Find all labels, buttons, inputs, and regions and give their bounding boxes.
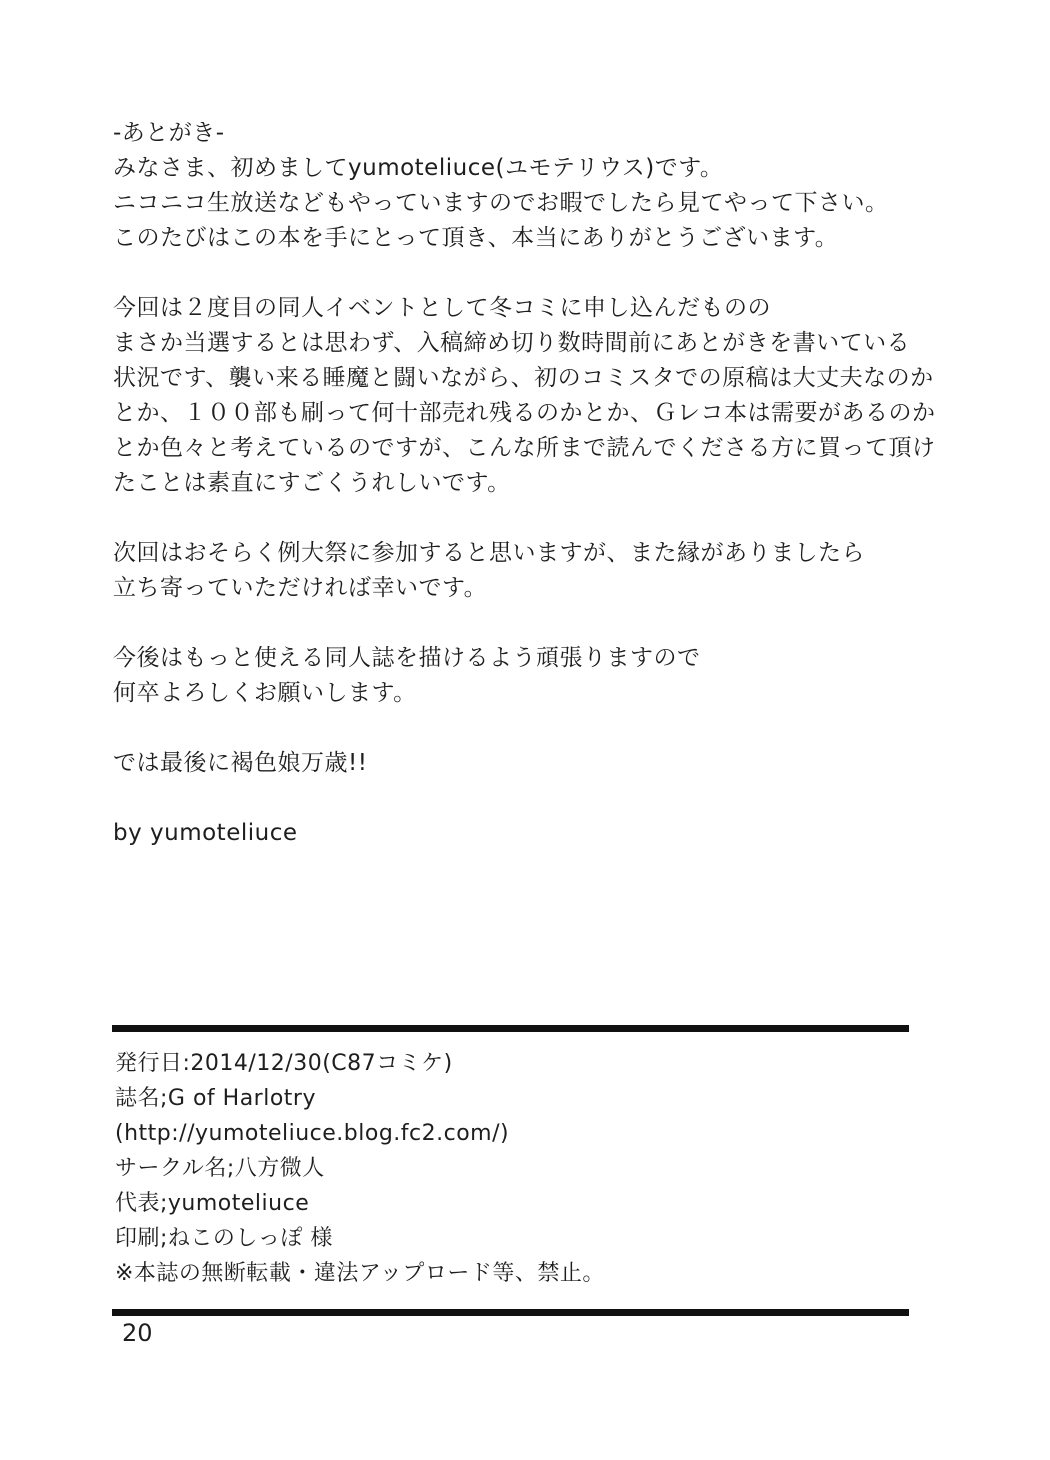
- afterword-line: とか色々と考えているのですが、こんな所まで読んでくださる方に買って頂け: [113, 435, 936, 461]
- afterword-paragraph: [113, 291, 943, 501]
- colophon-copyright-notice: ※本誌の無断転載・違法アップロード等、禁止。: [115, 1261, 605, 1286]
- afterword-line: たことは素直にすごくうれしいです。: [113, 470, 511, 496]
- afterword-line: 何卒よろしくお願いします。: [113, 680, 417, 706]
- afterword-paragraph: [113, 151, 943, 256]
- afterword-paragraph: [113, 641, 943, 711]
- afterword-line: とか、１００部も刷って何十部売れ残るのかとか、Ｇレコ本は需要があるのか: [113, 400, 936, 426]
- colophon-website-url: (http://yumoteliuce.blog.fc2.com/): [115, 1121, 510, 1146]
- afterword-line: ニコニコ生放送などもやっていますのでお暇でしたら見てやって下さい。: [113, 190, 889, 216]
- colophon-book-title: 誌名;G of Harlotry: [115, 1086, 316, 1111]
- afterword-section: [113, 116, 943, 851]
- afterword-line: 今回は２度目の同人イベントとして冬コミに申し込んだものの: [113, 295, 771, 321]
- afterword-line: では最後に褐色娘万歳!!: [113, 750, 368, 776]
- colophon-printer: 印刷;ねこのしっぽ 様: [115, 1226, 333, 1251]
- page-number: 20: [122, 1319, 153, 1347]
- afterword-paragraph: [113, 536, 943, 606]
- afterword-line: 今後はもっと使える同人誌を描けるよう頑張りますので: [113, 645, 701, 671]
- colophon-representative: 代表;yumoteliuce: [115, 1191, 310, 1216]
- afterword-line: このたびはこの本を手にとって頂き、本当にありがとうございます。: [113, 225, 839, 251]
- afterword-line: 立ち寄っていただければ幸いです。: [113, 575, 488, 601]
- afterword-paragraph: [113, 746, 943, 781]
- author-signature: [113, 816, 943, 851]
- colophon-top-divider: [112, 1025, 909, 1032]
- colophon-bottom-divider: [112, 1309, 909, 1316]
- signature-line: by yumoteliuce: [113, 820, 298, 846]
- afterword-title: -あとがき-: [113, 120, 225, 146]
- colophon-section: [115, 1046, 945, 1291]
- afterword-line: まさか当選するとは思わず、入稿締め切り数時間前にあとがきを書いている: [113, 330, 911, 356]
- afterword-line: みなさま、初めましてyumoteliuce(ユモテリウス)です。: [113, 155, 724, 181]
- colophon-circle-name: サークル名;八方微人: [115, 1156, 325, 1181]
- colophon-publication-date: 発行日:2014/12/30(C87コミケ): [115, 1051, 453, 1076]
- afterword-line: 状況です、襲い来る睡魔と闘いながら、初のコミスタでの原稿は大丈夫なのか: [113, 365, 934, 391]
- afterword-line: 次回はおそらく例大祭に参加すると思いますが、また縁がありましたら: [113, 540, 865, 566]
